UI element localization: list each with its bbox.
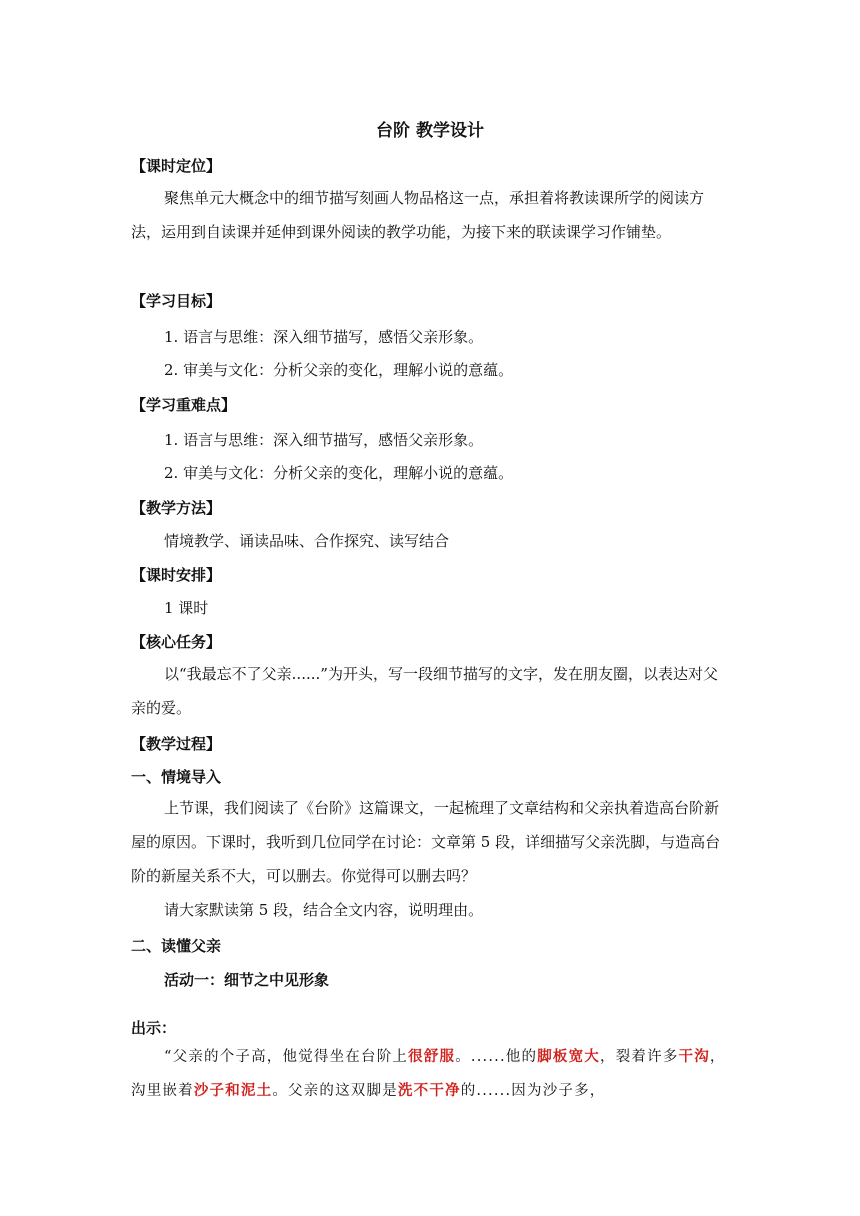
- quote-highlight: 洗不干净: [397, 1082, 461, 1099]
- heading-core-task: 【核心任务】: [131, 633, 222, 651]
- quote-part: ，沟里嵌着: [131, 1049, 726, 1099]
- quote-part: 的......因为沙子多，: [460, 1083, 606, 1099]
- activity-heading: 活动一：细节之中见形象: [164, 971, 330, 989]
- heading-methods: 【教学方法】: [131, 499, 222, 517]
- heading-schedule: 【课时安排】: [131, 566, 222, 584]
- intro-paragraph-2: 请大家默读第 5 段，结合全文内容，说明理由。: [164, 901, 484, 919]
- key-point-item-1: 1. 语言与思维：深入细节描写，感悟父亲形象。: [164, 431, 484, 449]
- quote-highlight: 脚板宽大: [537, 1048, 601, 1065]
- positioning-paragraph: 聚焦单元大概念中的细节描写刻画人物品格这一点，承担着将教读课所学的阅读方法，运用到自读课并延伸到课外阅读的教学功能，为接下来的联读课学习作铺垫。: [131, 189, 705, 241]
- quote-part: ，裂着许多: [600, 1049, 679, 1065]
- heading-positioning: 【课时定位】: [131, 157, 222, 175]
- schedule-text: 1 课时: [164, 599, 209, 617]
- document-title: 台阶 教学设计: [376, 121, 484, 141]
- goal-item-1: 1. 语言与思维：深入细节描写，感悟父亲形象。: [164, 328, 484, 346]
- methods-text: 情境教学、诵读品味、合作探究、读写结合: [164, 532, 450, 550]
- heading-goals: 【学习目标】: [131, 292, 222, 310]
- quote-excerpt: [131, 1040, 731, 1108]
- section-heading-read-father: 二、读懂父亲: [131, 937, 222, 955]
- quote-highlight: 干沟: [678, 1048, 710, 1065]
- goal-item-2: 2. 审美与文化：分析父亲的变化，理解小说的意蕴。: [164, 361, 514, 379]
- show-label: 出示：: [131, 1019, 177, 1037]
- core-task-paragraph: 以“我最忘不了父亲......”为开头，写一段细节描写的文字，发在朋友圈，以表达对父亲的爱。: [131, 665, 718, 717]
- quote-highlight: 沙子和泥土: [193, 1082, 273, 1099]
- quote-highlight: 很舒服: [408, 1048, 456, 1065]
- key-point-item-2: 2. 审美与文化：分析父亲的变化，理解小说的意蕴。: [164, 464, 514, 482]
- quote-part: 。父亲的这双脚是: [272, 1083, 398, 1099]
- section-heading-intro: 一、情境导入: [131, 768, 222, 786]
- quote-part: “父亲的个子高，他觉得坐在台阶上: [164, 1049, 409, 1065]
- intro-paragraph: 上节课，我们阅读了《台阶》这篇课文，一起梳理了文章结构和父亲执着造高台阶新屋的原因。下课时，我听到几位同学在讨论：文章第 5 段，详细描写父亲洗脚，与造高台阶的新屋关系不大，可以删去。你觉得可以删去吗？: [131, 799, 721, 885]
- quote-part: 。......他的: [455, 1049, 538, 1065]
- heading-key-points: 【学习重难点】: [131, 396, 237, 414]
- heading-process: 【教学过程】: [131, 735, 222, 753]
